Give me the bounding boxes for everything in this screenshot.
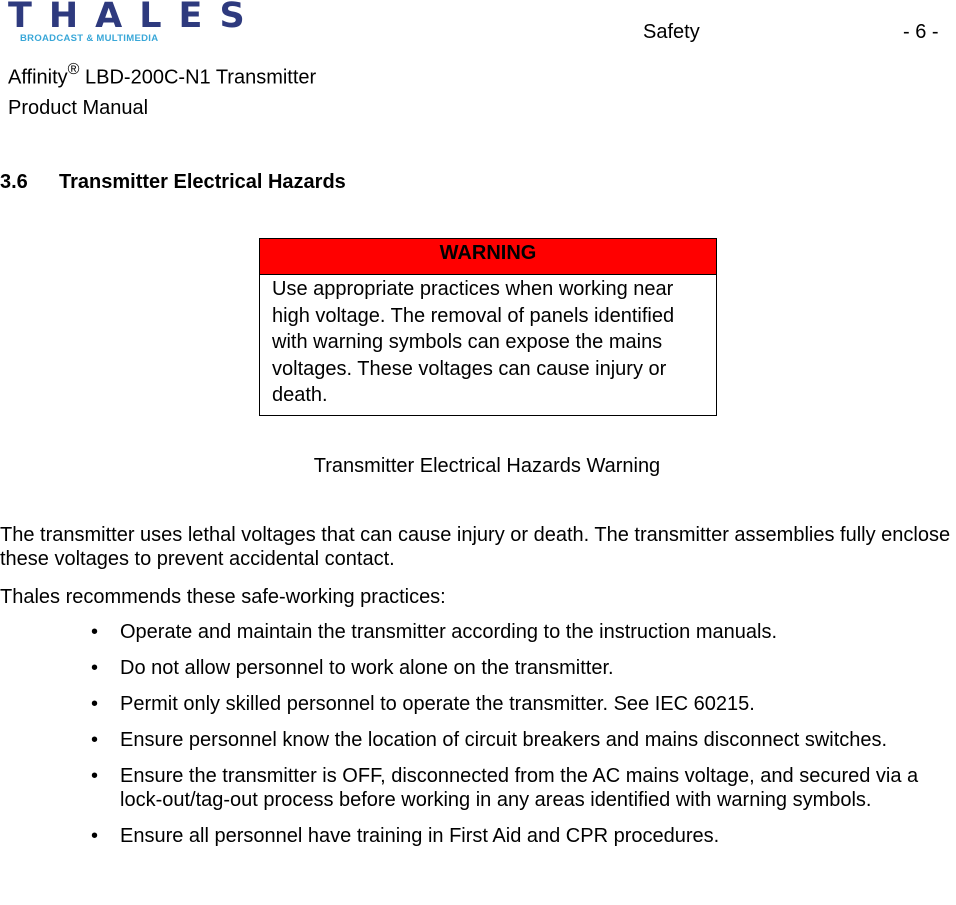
list-item <box>0 824 956 848</box>
list-item <box>0 764 956 812</box>
product-name: Affinity <box>8 66 68 89</box>
header-manual-title: Product Manual <box>8 97 149 119</box>
list-item <box>0 620 956 644</box>
thales-logo <box>8 0 262 46</box>
bullet-icon: • <box>91 657 99 679</box>
warning-body: Use appropriate practices when working near high voltage. The removal of panels identified with warning symbols can expose the mains voltages. These voltages can cause injury or death. <box>272 278 675 406</box>
logo-wordmark: THALES <box>8 0 262 36</box>
warning-caption: Transmitter Electrical Hazards Warning <box>313 455 661 477</box>
intro-paragraph: The transmitter uses lethal voltages that can cause injury or death. The transmitter assemblies fully enclose these voltages to prevent accidental contact. <box>0 524 951 570</box>
list-item <box>0 692 956 716</box>
logo-tagline: BROADCAST & MULTIMEDIA <box>20 33 159 44</box>
header-page-number: - 6 - <box>903 21 939 43</box>
bullet-icon: • <box>91 729 99 751</box>
list-item-text: Do not allow personnel to work alone on the transmitter. <box>120 657 614 679</box>
section-heading <box>0 170 346 194</box>
list-item-text: Permit only skilled personnel to operate the transmitter. See IEC 60215. <box>120 693 755 715</box>
section-title: Transmitter Electrical Hazards <box>59 171 346 193</box>
list-item-text: Ensure the transmitter is OFF, disconnected from the AC mains voltage, and secured via a lock-out/tag-out process before working in any areas identified with warning symbols. <box>120 765 919 811</box>
header-section-name: Safety <box>643 21 700 43</box>
bullet-icon: • <box>91 765 99 787</box>
section-number: 3.6 <box>0 171 28 193</box>
recommendations-intro: Thales recommends these safe-working practices: <box>0 586 446 608</box>
list-item-text: Operate and maintain the transmitter according to the instruction manuals. <box>120 621 778 643</box>
safe-practices-list <box>0 620 956 860</box>
list-item-text: Ensure personnel know the location of circuit breakers and mains disconnect switches. <box>120 729 888 751</box>
bullet-icon: • <box>91 621 99 643</box>
list-item-text: Ensure all personnel have training in First Aid and CPR procedures. <box>120 825 720 847</box>
warning-title: WARNING <box>260 239 716 275</box>
header-product-title <box>8 57 316 93</box>
warning-box <box>259 238 717 416</box>
list-item <box>0 728 956 752</box>
bullet-icon: • <box>91 693 99 715</box>
product-model: LBD-200C-N1 Transmitter <box>79 66 317 89</box>
list-item <box>0 656 956 680</box>
registered-mark: ® <box>67 61 80 78</box>
bullet-icon: • <box>91 825 99 847</box>
